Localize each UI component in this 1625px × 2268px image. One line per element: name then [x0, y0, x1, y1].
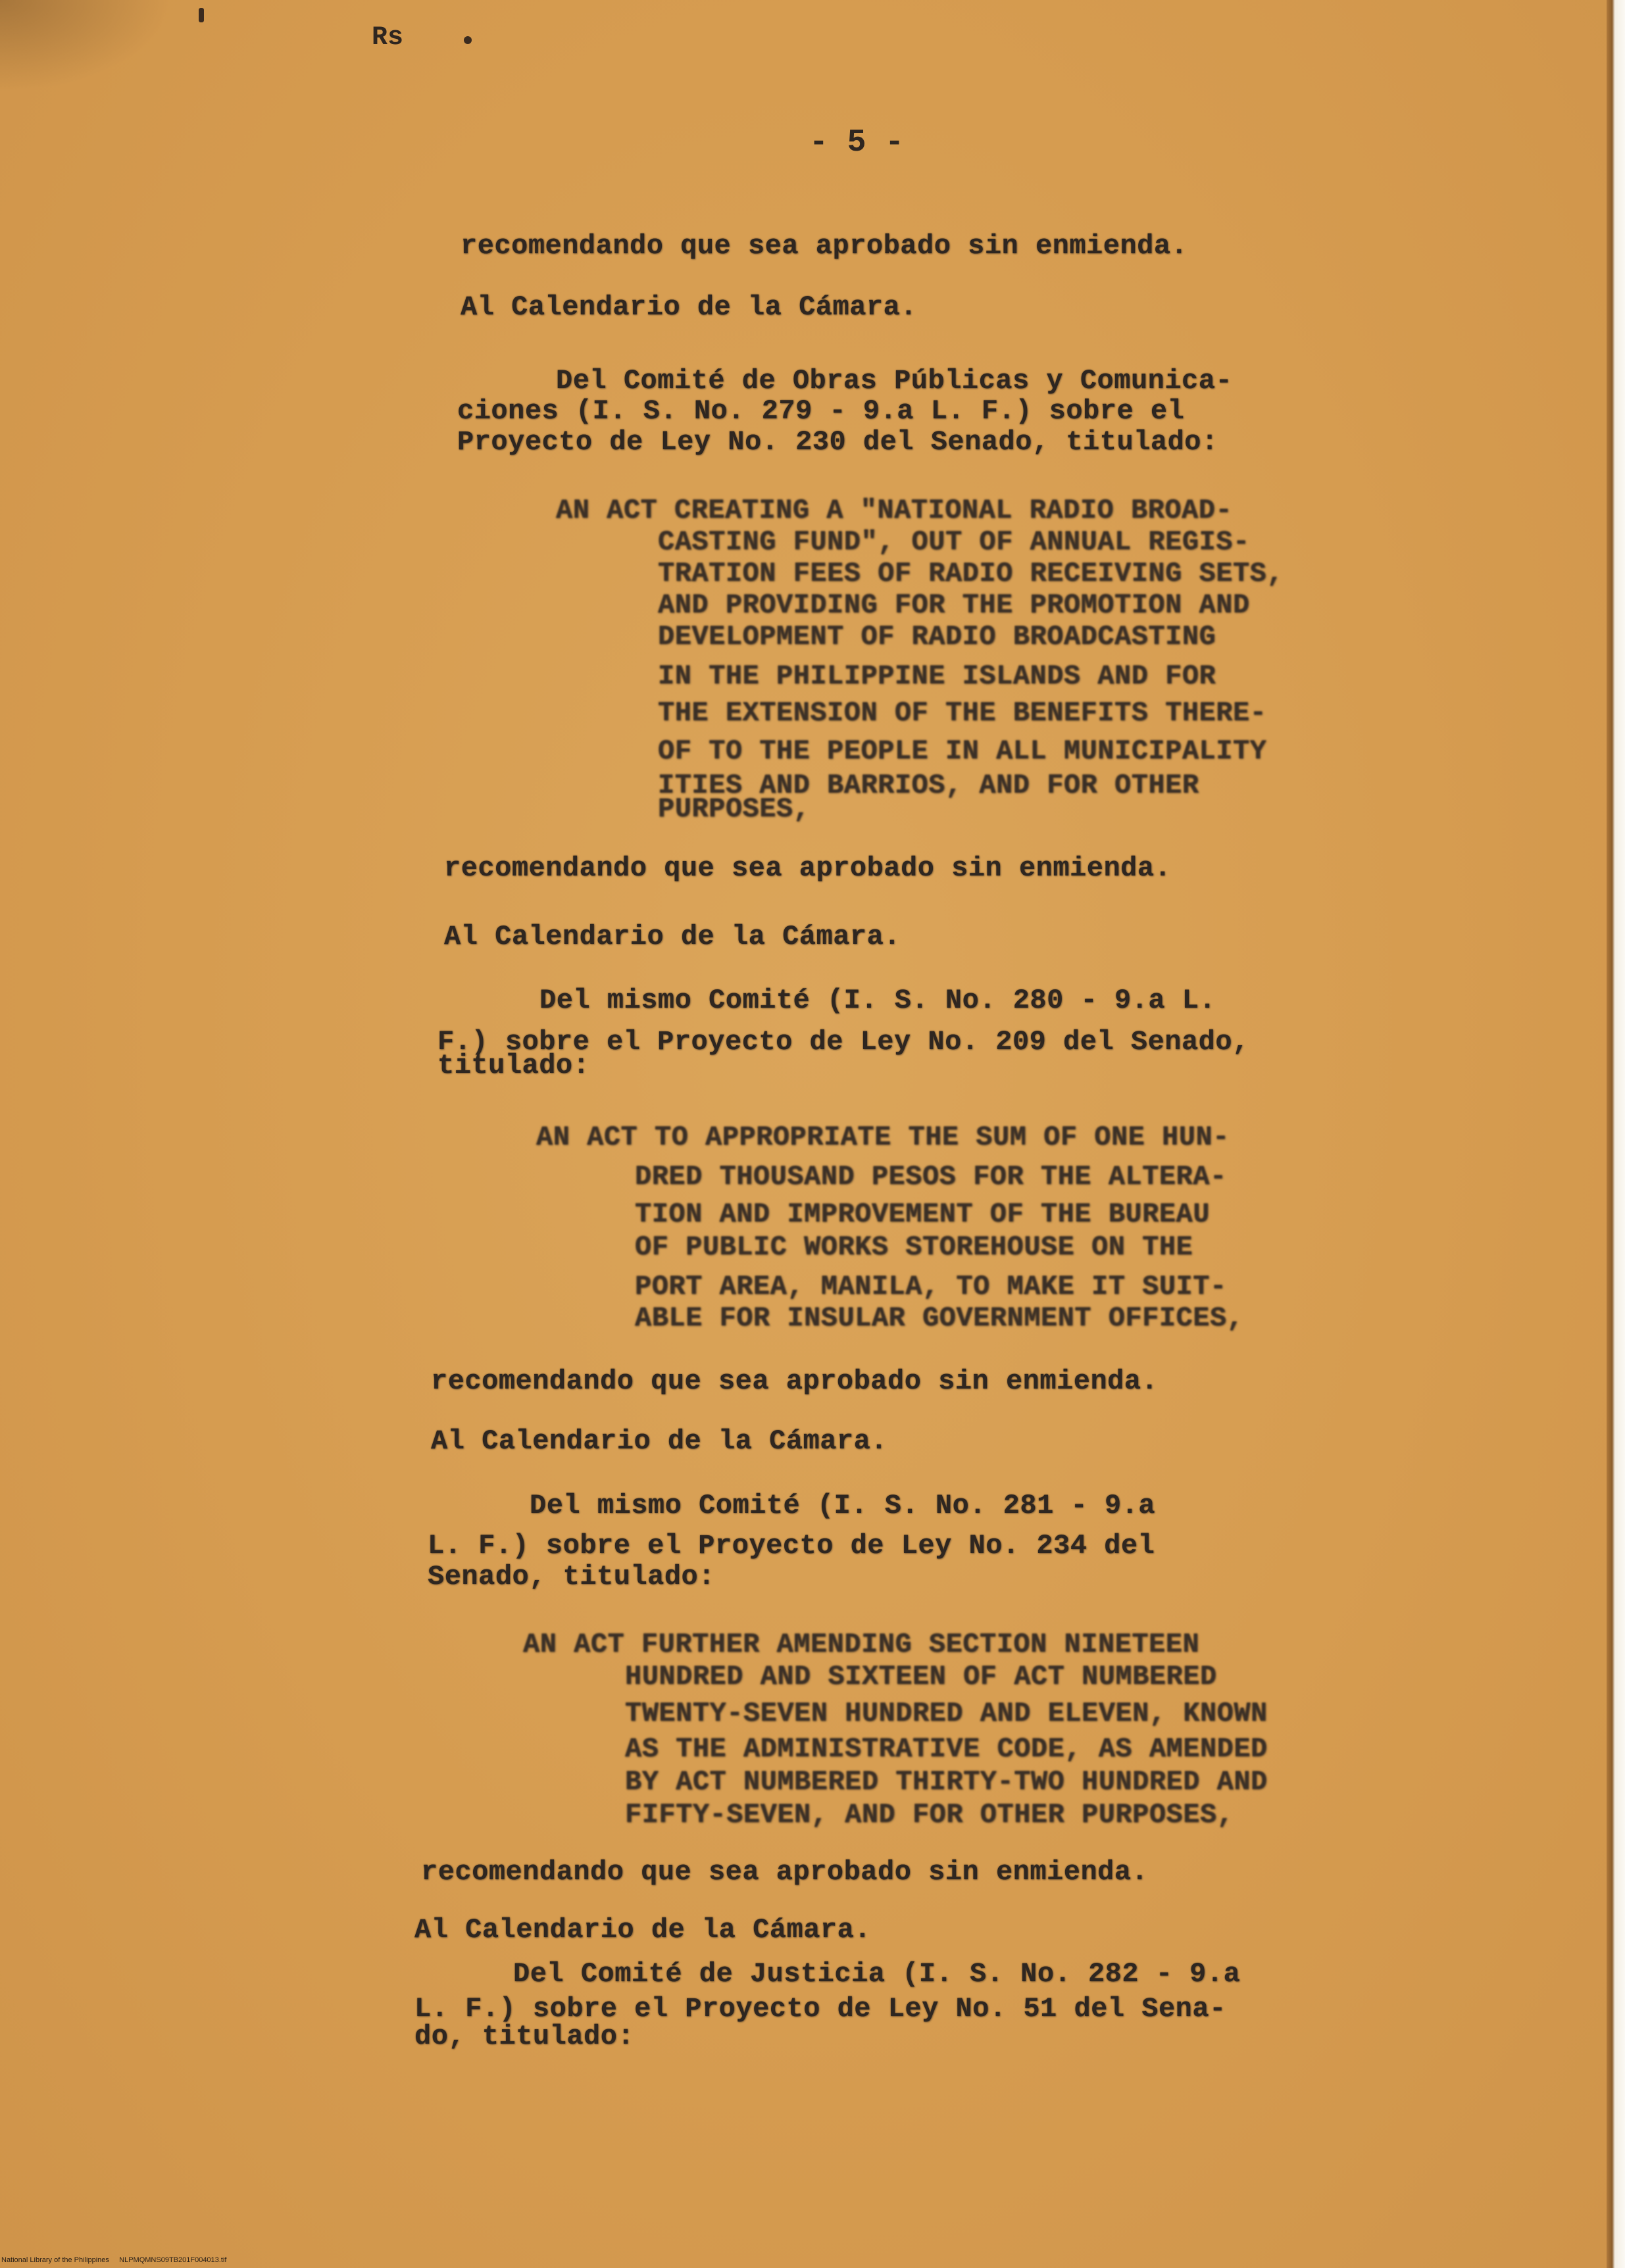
- text-line: PORT AREA, MANILA, TO MAKE IT SUIT-: [635, 1271, 1227, 1302]
- text-line: recomendando que sea aprobado sin enmienda.: [431, 1366, 1159, 1397]
- page-shadow: [0, 0, 171, 92]
- text-line: THE EXTENSION OF THE BENEFITS THERE-: [658, 697, 1267, 729]
- text-line: recomendando que sea aprobado sin enmienda.: [444, 852, 1172, 884]
- text-line: ABLE FOR INSULAR GOVERNMENT OFFICES,: [635, 1302, 1244, 1334]
- text-line: Al Calendario de la Cámara.: [431, 1425, 888, 1457]
- text-line: AS THE ADMINISTRATIVE CODE, AS AMENDED: [625, 1733, 1268, 1765]
- text-line: Al Calendario de la Cámara.: [414, 1914, 872, 1946]
- text-line: HUNDRED AND SIXTEEN OF ACT NUMBERED: [625, 1661, 1217, 1692]
- text-line: Del Comité de Justicia (I. S. No. 282 - 9.a: [513, 1958, 1241, 1990]
- text-line: IN THE PHILIPPINE ISLANDS AND FOR: [658, 660, 1216, 692]
- text-line: AN ACT FURTHER AMENDING SECTION NINETEEN: [523, 1629, 1200, 1660]
- text-line: titulado:: [438, 1050, 590, 1081]
- text-line: OF TO THE PEOPLE IN ALL MUNICIPALITY: [658, 735, 1267, 767]
- corner-stamp: Rs: [372, 23, 404, 53]
- text-line: AND PROVIDING FOR THE PROMOTION AND: [658, 589, 1250, 621]
- text-line: AN ACT CREATING A "NATIONAL RADIO BROAD-: [556, 495, 1233, 526]
- text-line: TION AND IMPROVEMENT OF THE BUREAU: [635, 1198, 1210, 1230]
- text-line: AN ACT TO APPROPRIATE THE SUM OF ONE HUN-: [536, 1122, 1230, 1153]
- text-line: Al Calendario de la Cámara.: [461, 291, 918, 323]
- text-line: CASTING FUND", OUT OF ANNUAL REGIS-: [658, 526, 1250, 558]
- text-line: TRATION FEES OF RADIO RECEIVING SETS,: [658, 558, 1284, 589]
- text-line: L. F.) sobre el Proyecto de Ley No. 234 del: [428, 1530, 1155, 1562]
- text-line: do, titulado:: [414, 2021, 635, 2052]
- text-line: recomendando que sea aprobado sin enmienda.: [461, 230, 1188, 262]
- text-line: TWENTY-SEVEN HUNDRED AND ELEVEN, KNOWN: [625, 1698, 1268, 1729]
- scan-edge: [1607, 0, 1625, 2268]
- text-line: F.) sobre el Proyecto de Ley No. 209 del Senado,: [438, 1026, 1249, 1058]
- text-line: recomendando que sea aprobado sin enmienda.: [421, 1856, 1149, 1888]
- text-line: ITIES AND BARRIOS, AND FOR OTHER: [658, 770, 1199, 801]
- text-line: PURPOSES,: [658, 793, 811, 825]
- ink-speck: [464, 36, 472, 44]
- ink-mark: [199, 8, 204, 22]
- archive-footer: National Library of the Philippines NLPMQMNS09TB201F004013.tif: [1, 2256, 227, 2264]
- text-line: FIFTY-SEVEN, AND FOR OTHER PURPOSES,: [625, 1799, 1234, 1831]
- text-line: BY ACT NUMBERED THIRTY-TWO HUNDRED AND: [625, 1766, 1268, 1798]
- text-line: Al Calendario de la Cámara.: [444, 921, 901, 952]
- text-line: Del mismo Comité (I. S. No. 281 - 9.a: [530, 1490, 1156, 1521]
- text-line: Del mismo Comité (I. S. No. 280 - 9.a L.: [539, 985, 1216, 1016]
- text-line: ciones (I. S. No. 279 - 9.a L. F.) sobre el: [457, 395, 1185, 427]
- text-line: OF PUBLIC WORKS STOREHOUSE ON THE: [635, 1231, 1193, 1263]
- text-line: DEVELOPMENT OF RADIO BROADCASTING: [658, 621, 1216, 653]
- text-line: Senado, titulado:: [428, 1561, 715, 1592]
- text-line: L. F.) sobre el Proyecto de Ley No. 51 del Sena-: [414, 1993, 1226, 2025]
- text-line: DRED THOUSAND PESOS FOR THE ALTERA-: [635, 1161, 1227, 1193]
- page-number: - 5 -: [809, 125, 905, 160]
- text-line: Proyecto de Ley No. 230 del Senado, titulado:: [457, 426, 1218, 458]
- text-line: Del Comité de Obras Públicas y Comunica-: [556, 365, 1233, 397]
